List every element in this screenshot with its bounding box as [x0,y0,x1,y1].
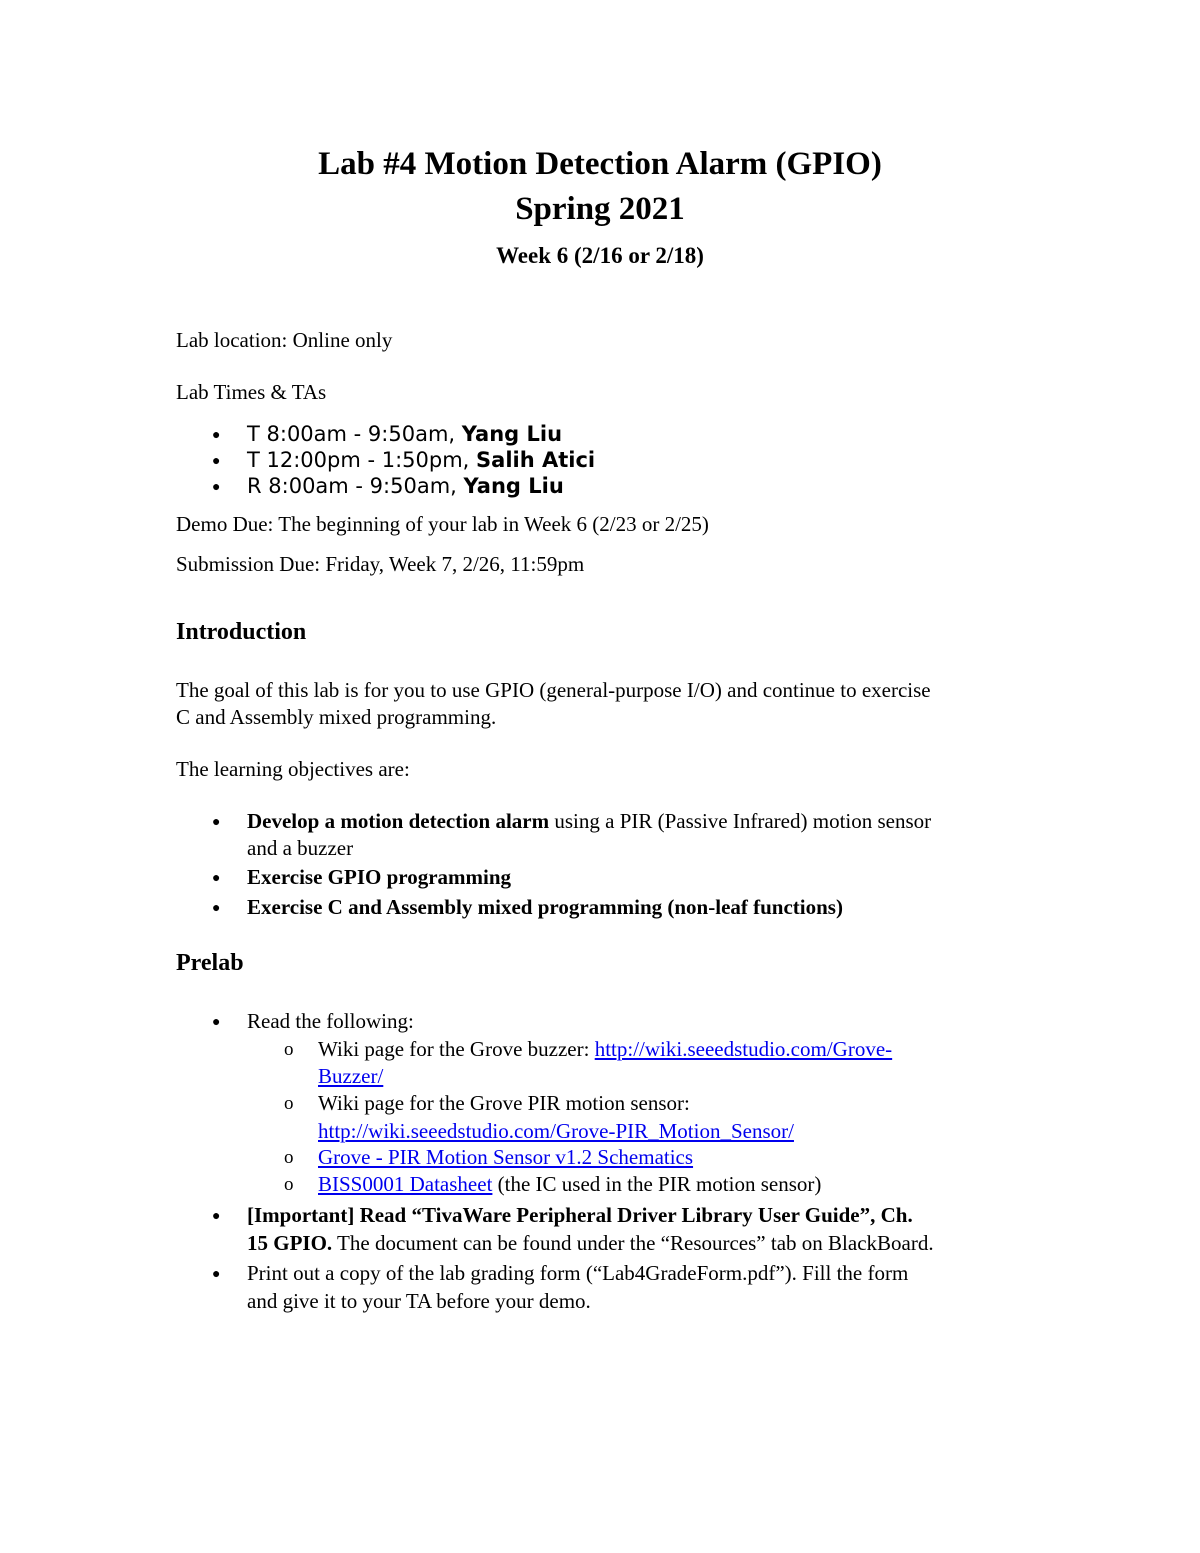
lab-time-item: R 8:00am - 9:50am, Yang Liu [247,474,564,498]
buzzer-wiki-link[interactable]: http://wiki.seeedstudio.com/Grove- [594,1037,893,1061]
sub-bullet-icon: o [284,1039,294,1060]
submission-due: Submission Due: Friday, Week 7, 2/26, 11:59pm [176,552,585,576]
bullet-icon: ● [212,454,221,469]
bullet-icon: ● [212,815,221,830]
bullet-icon: ● [212,428,221,443]
introduction-heading: Introduction [176,619,307,645]
lab-time-item: T 8:00am - 9:50am, Yang Liu [247,422,563,446]
objective-item: Exercise GPIO programming [247,865,512,889]
datasheet-link[interactable]: BISS0001 Datasheet [318,1172,493,1196]
reading-item-continued [318,1117,794,1145]
sub-bullet-icon: o [284,1174,294,1195]
prelab-item: Read the following: [247,1009,414,1033]
prelab-item-continued: and give it to your TA before your demo. [247,1289,591,1313]
prelab-item: [Important] Read “TivaWare Peripheral Driver Library User Guide”, Ch. [247,1203,913,1227]
prelab-item-continued: 15 GPIO. The document can be found under the “Resources” tab on BlackBoard. [247,1231,934,1255]
bullet-icon: ● [212,901,221,916]
bullet-icon: ● [212,480,221,495]
reading-item: BISS0001 Datasheet (the IC used in the PIR motion sensor) [318,1172,822,1196]
bullet-icon: ● [212,1015,221,1030]
reading-item-continued [318,1062,383,1090]
bullet-icon: ● [212,871,221,886]
demo-due: Demo Due: The beginning of your lab in Week 6 (2/23 or 2/25) [176,512,709,536]
intro-paragraph-line-1: The goal of this lab is for you to use GPIO (general-purpose I/O) and continue to exercise [176,678,931,702]
objective-item: Develop a motion detection alarm using a PIR (Passive Infrared) motion sensor [247,809,932,833]
sub-bullet-icon: o [284,1093,294,1114]
objective-item: Exercise C and Assembly mixed programming (non-leaf functions) [247,895,843,919]
lab-location: Lab location: Online only [176,328,393,352]
prelab-heading: Prelab [176,950,244,976]
reading-item: Wiki page for the Grove PIR motion sensor: [318,1091,690,1115]
lab-time-item: T 12:00pm - 1:50pm, Salih Atici [247,448,596,472]
bullet-icon: ● [212,1209,221,1224]
doc-term: Spring 2021 [515,191,685,227]
objective-item-continued: and a buzzer [247,836,354,860]
reading-item: Wiki page for the Grove buzzer: http://wiki.seeedstudio.com/Grove- [318,1037,893,1061]
prelab-item: Print out a copy of the lab grading form (“Lab4GradeForm.pdf”). Fill the form [247,1261,909,1285]
bullet-icon: ● [212,1267,221,1282]
doc-title: Lab #4 Motion Detection Alarm (GPIO) [318,146,882,182]
lab-times-heading: Lab Times & TAs [176,380,327,404]
reading-item [318,1143,693,1171]
schematics-link[interactable]: Grove - PIR Motion Sensor v1.2 Schematics [318,1145,694,1169]
objectives-lead: The learning objectives are: [176,757,410,781]
buzzer-wiki-link[interactable]: Buzzer/ [318,1064,384,1088]
doc-week: Week 6 (2/16 or 2/18) [496,243,704,268]
sub-bullet-icon: o [284,1147,294,1168]
pir-wiki-link[interactable]: http://wiki.seeedstudio.com/Grove-PIR_Motion_Sensor/ [318,1119,794,1143]
intro-paragraph-line-2: C and Assembly mixed programming. [176,705,497,729]
